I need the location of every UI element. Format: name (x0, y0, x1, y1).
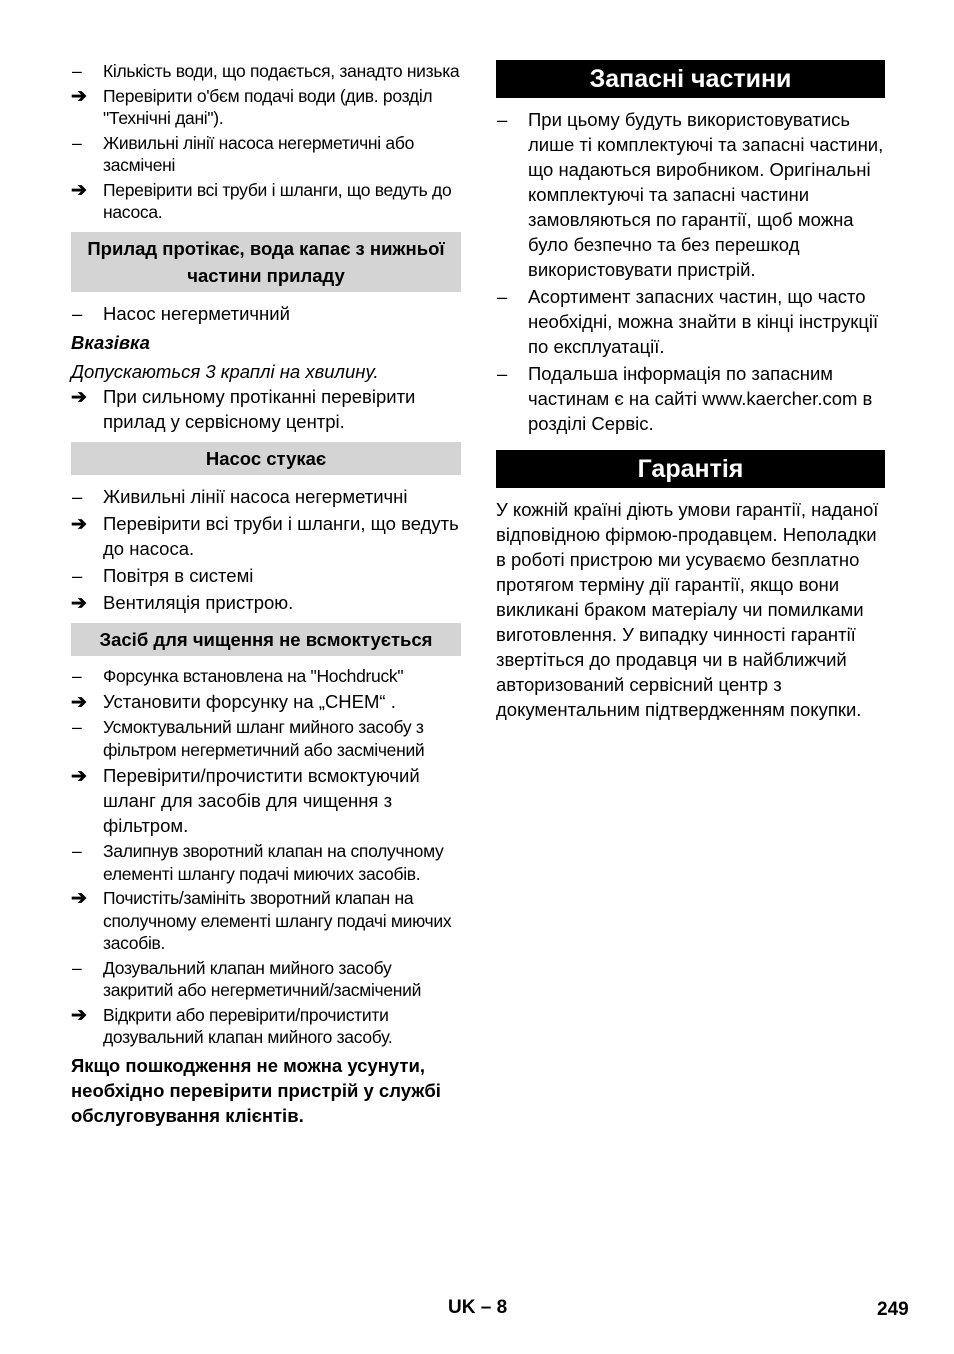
list-item (71, 957, 461, 1002)
list-block-1 (71, 60, 461, 224)
dash-bullet-icon: – (72, 841, 82, 861)
note-title: Вказівка (71, 331, 150, 353)
list-item (71, 840, 461, 885)
list-item (71, 763, 461, 838)
spare-parts-list (496, 107, 885, 436)
list-item (71, 85, 461, 130)
list-item (71, 689, 461, 714)
footer-section-code: UK – 8 (448, 1297, 508, 1318)
list-item (71, 1004, 461, 1049)
arrow-right-icon: ➔ (71, 888, 87, 909)
dash-bullet-icon: – (72, 665, 82, 686)
left-column (71, 60, 461, 1128)
note-text: Допускаються 3 краплі на хвилину. (71, 360, 379, 382)
section-heading-pump-knocks: Насос стукає (71, 442, 461, 475)
list-item-text: Живильні лінії насоса негерметичні або засмічені (103, 132, 415, 175)
list-item-text: Повітря в системі (103, 564, 254, 586)
list-item (71, 301, 461, 326)
dash-bullet-icon: – (72, 957, 82, 978)
list-item-text: Насос негерметичний (103, 302, 290, 324)
list-item-text: Асортимент запасних частин, що часто необхідні, можна знайти в кінці інструкції по експлуатації. (528, 286, 879, 357)
list-item (496, 107, 885, 282)
dash-bullet-icon: – (72, 485, 83, 507)
list-item-text: Живильні лінії насоса негерметичні (103, 485, 408, 507)
list-item (71, 563, 461, 588)
arrow-right-icon: ➔ (71, 1004, 87, 1026)
section-heading-spare-parts: Запасні частини (496, 60, 885, 98)
list-item (71, 665, 461, 688)
dash-bullet-icon: – (72, 302, 83, 324)
arrow-right-icon: ➔ (71, 386, 87, 408)
list-item (71, 590, 461, 615)
dash-bullet-icon: – (72, 717, 82, 737)
list-item-text: Відкрити або перевірити/прочистити дозувальний клапан мийного засобу. (103, 1004, 393, 1047)
arrow-right-icon: ➔ (71, 766, 87, 787)
list-item (71, 60, 461, 83)
list-item-text: Дозувальний клапан мийного засобу закритий або негерметичний/засмічений (103, 957, 422, 1000)
list-item-text: Перевірити всі труби і шланги, що ведуть до насоса. (103, 179, 452, 222)
list-block-3 (71, 384, 461, 434)
list-block-2 (71, 301, 461, 326)
list-item-text: Перевірити/прочистити всмоктуючий шланг для засобів для чищення з фільтром. (103, 765, 420, 836)
list-item-text: Форсунка встановлена на "Hochdruck" (103, 665, 404, 686)
dash-bullet-icon: – (72, 132, 82, 153)
arrow-right-icon: ➔ (71, 592, 87, 614)
arrow-right-icon: ➔ (71, 85, 87, 107)
warranty-text: У кожній країні діють умови гарантії, наданої відповідною фірмою-продавцем. Неполадки в роботі пристрою ми усуваємо безплатно протягом терміну дії гарантії, якщо вони викликані браком матеріалу чи помилками виготовлення. У випадку чинності гарантії звертіться до продавця чи в найближчий авторизований сервісний центр з документальним підтвердженням покупки. (496, 499, 879, 720)
section-heading-warranty: Гарантія (496, 450, 885, 488)
list-item-text: Перевірити о'бєм подачі води (див. розділ "Технічні дані"). (103, 85, 433, 128)
list-item (496, 284, 885, 359)
list-item-text: Вентиляція пристрою. (103, 591, 294, 613)
list-item-text: Кількість води, що подається, занадто низька (103, 61, 460, 81)
list-item-text: Подальша інформація по запасним частинам є на сайті www.kaercher.com в розділі Сервіс. (528, 363, 873, 434)
list-item-text: Усмоктувальний шланг мийного засобу з фільтром негерметичний або засмічений (103, 717, 425, 760)
arrow-right-icon: ➔ (71, 513, 87, 535)
list-item (71, 384, 461, 434)
list-item (71, 179, 461, 224)
footer-page-number: 249 (877, 1299, 909, 1320)
dash-bullet-icon: – (497, 363, 508, 384)
list-item-text: Почистіть/замініть зворотний клапан на сполучному елементі шлангу подачі миючих засобів. (103, 888, 452, 953)
list-item-text: Залипнув зворотний клапан на сполучному елементі шлангу подачі миючих засобів. (103, 841, 444, 884)
list-item (71, 132, 461, 177)
list-item (71, 716, 461, 761)
list-item-text: При сильному протіканні перевірити прилад у сервісному центрі. (103, 385, 416, 432)
list-block-4 (71, 484, 461, 615)
dash-bullet-icon: – (497, 286, 508, 307)
section-heading-leak: Прилад протікає, вода капає з нижньої частини приладу (71, 232, 461, 292)
list-item (71, 887, 461, 955)
list-item (496, 361, 885, 436)
final-note: Якщо пошкодження не можна усунути, необхідно перевірити пристрій у службі обслуговування клієнтів. (71, 1054, 441, 1126)
list-item-text: Перевірити всі труби і шланги, що ведуть до насоса. (103, 512, 459, 559)
dash-bullet-icon: – (497, 109, 508, 130)
list-item (71, 511, 461, 561)
list-item-text: При цьому будуть використовуватись лише ті комплектуючі та запасні частини, що надаються виробником. Оригінальні комплектуючі та запасні частини замовляються по гарантії, щоб можна було безпечно та без перешкод використовувати пристрій. (528, 109, 884, 280)
right-column (496, 60, 885, 722)
list-item-text: Установити форсунку на „CHEM“ . (103, 691, 396, 712)
dash-bullet-icon: – (72, 61, 82, 81)
list-item (71, 484, 461, 509)
dash-bullet-icon: – (72, 564, 83, 586)
section-heading-detergent: Засіб для чищення не всмоктується (71, 623, 461, 656)
arrow-right-icon: ➔ (71, 179, 87, 201)
list-block-5 (71, 665, 461, 1049)
arrow-right-icon: ➔ (71, 692, 87, 713)
